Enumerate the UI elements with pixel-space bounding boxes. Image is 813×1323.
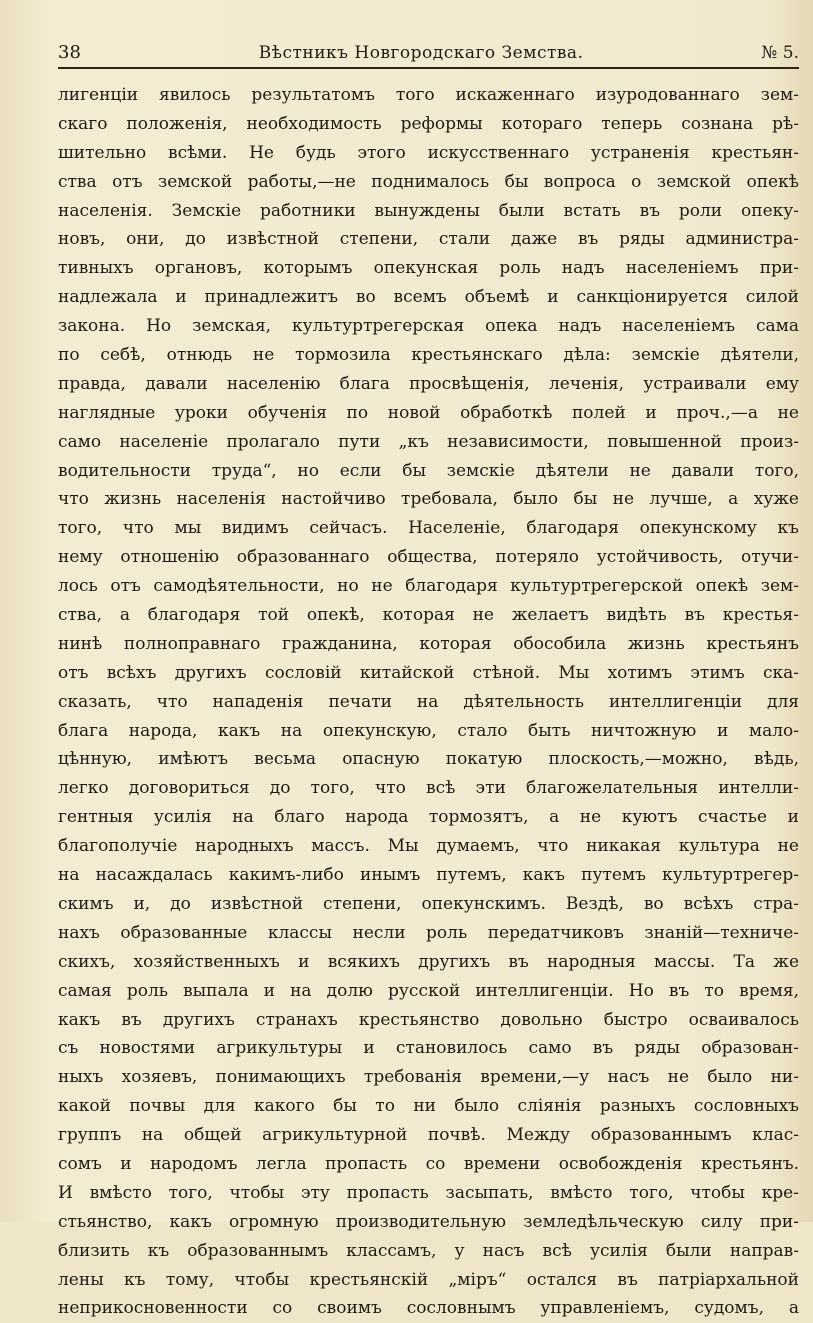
text-line: само населеніе пролагало пути „къ независимости, повышенной произ- bbox=[58, 431, 799, 452]
text-line: нинѣ полноправнаго гражданина, которая обособила жизнь крестьянъ bbox=[58, 633, 799, 654]
body-text bbox=[58, 81, 799, 1323]
text-line: самая роль выпала и на долю русской интеллигенціи. Но въ то время, bbox=[58, 980, 799, 1001]
text-line: какой почвы для какого бы то ни было слiянія разныхъ сословныхъ bbox=[58, 1096, 799, 1117]
page-header bbox=[58, 27, 799, 63]
text-line: закона. Но земская, культуртрегерская опека надъ населеніемъ сама bbox=[58, 316, 799, 337]
text-line: того, что мы видимъ сейчасъ. Населеніе, благодаря опекунскому къ bbox=[58, 518, 799, 539]
text-line: блага народа, какъ на опекунскую, стало быть ничтожную и мало- bbox=[58, 720, 799, 741]
text-line: по себѣ, отнюдь не тормозила крестьянскаго дѣла: земскіе дѣятели, bbox=[58, 345, 799, 366]
running-title: Вѣстникъ Новгородскаго Земства. bbox=[258, 43, 584, 63]
text-line: сомъ и народомъ легла пропасть со времени освобожденія крестьянъ. bbox=[58, 1153, 799, 1174]
issue-number: № 5. bbox=[761, 43, 799, 63]
text-line: на насаждалась какимъ-либо инымъ путемъ, какъ путемъ культуртрегер- bbox=[58, 865, 799, 886]
text-line: что жизнь населенія настойчиво требовала, было бы не лучше, а хуже bbox=[58, 489, 799, 510]
text-line: отъ всѣхъ другихъ сословій китайской стѣной. Мы хотимъ этимъ ска- bbox=[58, 662, 799, 683]
text-line: нему отношенію образованнаго общества, потеряло устойчивость, отучи- bbox=[58, 547, 799, 568]
text-line: надлежала и принадлежитъ во всемъ объемѣ и санкціонируется силой bbox=[58, 287, 799, 308]
text-line: скаго положенія, необходимость реформы котораго теперь сознана рѣ- bbox=[58, 113, 799, 134]
text-line: нахъ образованные классы несли роль передатчиковъ знаній—техниче- bbox=[58, 922, 799, 943]
text-line: близить къ образованнымъ классамъ, у насъ всѣ усилія были направ- bbox=[58, 1240, 799, 1261]
text-line: гентныя усилія на благо народа тормозятъ, а не куютъ счастье и bbox=[58, 807, 799, 828]
text-line: И вмѣсто того, чтобы эту пропасть засыпать, вмѣсто того, чтобы кре- bbox=[58, 1182, 799, 1203]
page-number: 38 bbox=[58, 42, 81, 63]
text-line: ныхъ хозяевъ, понимающихъ требованія времени,—у насъ не было ни- bbox=[58, 1067, 799, 1088]
text-line: группъ на общей агрикультурной почвѣ. Между образованнымъ клас- bbox=[58, 1125, 799, 1146]
text-line: ства отъ земской работы,—не поднималось бы вопроса о земской опекѣ bbox=[58, 171, 799, 192]
text-line: скимъ и, до извѣстной степени, опекунскимъ. Вездѣ, во всѣхъ стра- bbox=[58, 893, 799, 914]
text-line: населенія. Земскіе работники вынуждены были встать въ роли опеку- bbox=[58, 200, 799, 221]
text-line: стьянство, какъ огромную производительную земледѣльческую силу при- bbox=[58, 1211, 799, 1232]
text-line: наглядные уроки обученія по новой обработкѣ полей и проч.,—а не bbox=[58, 402, 799, 423]
header-rule bbox=[58, 67, 799, 69]
text-line: цѣнную, имѣютъ весьма опасную покатую плоскость,—можно, вѣдь, bbox=[58, 749, 799, 770]
text-line: тивныхъ органовъ, которымъ опекунская роль надъ населеніемъ при- bbox=[58, 258, 799, 279]
text-line: лигенціи явилось результатомъ того искаженнаго изуродованнаго зем- bbox=[58, 85, 799, 105]
text-line: какъ въ другихъ странахъ крестьянство довольно быстро осваивалось bbox=[58, 1009, 799, 1030]
text-line: правда, давали населенію блага просвѣщенія, леченія, устраивали ему bbox=[58, 373, 799, 394]
text-line: благополучіе народныхъ массъ. Мы думаемъ, что никакая культура не bbox=[58, 836, 799, 857]
text-line: новъ, они, до извѣстной степени, стали даже въ ряды администра- bbox=[58, 229, 799, 250]
text-line: неприкосновенности со своимъ сословнымъ управленіемъ, судомъ, а bbox=[58, 1298, 799, 1319]
text-line: водительности труда“, но если бы земскіе дѣятели не давали того, bbox=[58, 460, 799, 481]
text-line: лены къ тому, чтобы крестьянскій „міръ“ остался въ патріархальной bbox=[58, 1269, 799, 1290]
text-line: шительно всѣми. Не будь этого искусственнаго устраненія крестьян- bbox=[58, 142, 799, 163]
text-line: легко договориться до того, что всѣ эти благожелательныя интелли- bbox=[58, 778, 799, 799]
text-line: съ новостями агрикультуры и становилось само въ ряды образован- bbox=[58, 1038, 799, 1059]
text-line: ства, а благодаря той опекѣ, которая не желаетъ видѣть въ крестья- bbox=[58, 605, 799, 626]
text-line: скихъ, хозяйственныхъ и всякихъ другихъ въ народныя массы. Та же bbox=[58, 951, 799, 972]
text-line: сказать, что нападенія печати на дѣятельность интеллигенціи для bbox=[58, 691, 799, 712]
text-line: лось отъ самодѣятельности, но не благодаря культуртрегерской опекѣ зем- bbox=[58, 576, 799, 597]
